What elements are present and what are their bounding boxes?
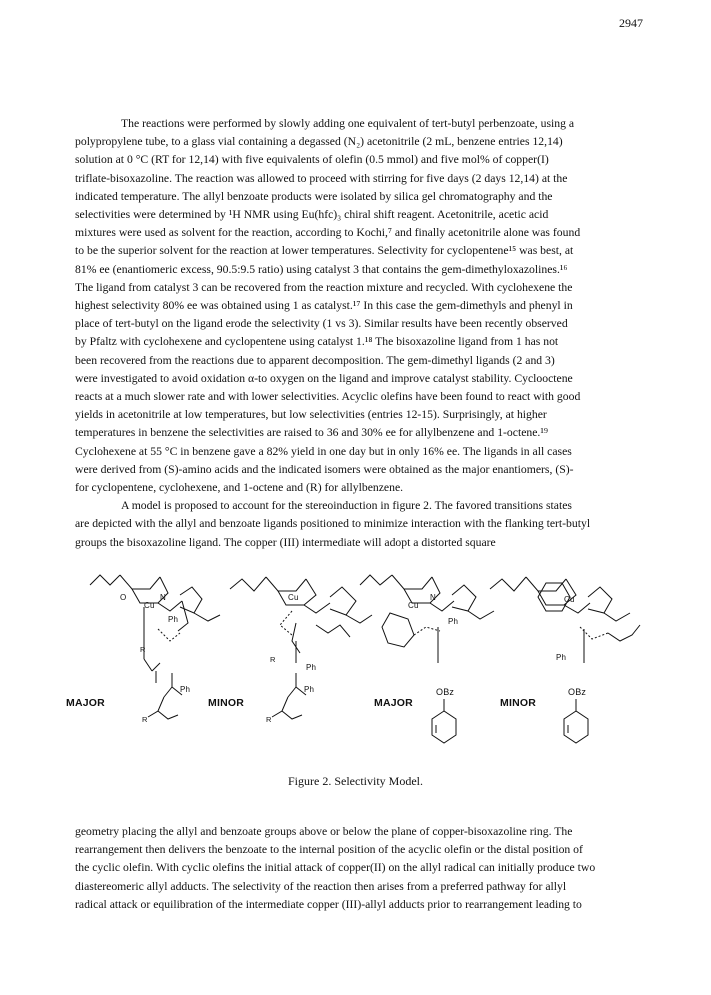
- figure-2-selectivity-model: [60, 567, 660, 757]
- text-line: solution at 0 °C (RT for 12,14) with five equivalents of olefin (0.5 mmol) and five mol% of copper(I): [75, 153, 549, 167]
- atom-label-o: O: [120, 593, 127, 602]
- body-paragraph-1: [75, 115, 641, 552]
- major-complex-acyclic: [90, 575, 220, 683]
- minor-complex-cyclic: [490, 577, 640, 663]
- atom-label-ph: Ph: [448, 617, 459, 626]
- atom-label-obz: OBz: [568, 687, 587, 697]
- text-line: by Pfaltz with cyclohexene and cyclopentene using catalyst 1.¹⁸ The bisoxazoline ligand from 1 has not: [75, 335, 559, 349]
- atom-label-n: N: [430, 593, 436, 602]
- atom-label-cu: Cu: [144, 601, 155, 610]
- text-line: are depicted with the allyl and benzoate ligands positioned to minimize interaction with the flanking tert-butyl: [75, 517, 591, 531]
- text-line: The reactions were performed by slowly adding one equivalent of tert-butyl perbenzoate, using a: [121, 117, 575, 130]
- text-line: Cyclohexene at 55 °C in benzene gave a 82% yield in one day but in only 16% ee. The ligands in all cases: [75, 444, 572, 458]
- text-line: indicated temperature. The allyl benzoate products were isolated by silica gel chromatography and the: [75, 189, 553, 203]
- label-minor-cyclic: MINOR: [500, 697, 536, 709]
- major-complex-cyclic: [360, 575, 494, 663]
- atom-label-r: R: [266, 715, 272, 724]
- product-major-acyclic: [148, 673, 182, 719]
- text-line: yields in acetonitrile at low temperatures, but low selectivities (entries 12-15). Surprisingly, at higher: [75, 408, 547, 422]
- text-line: triflate-bisoxazoline. The reaction was allowed to proceed with stirring for five days (2 days 12,14) at the: [75, 171, 568, 185]
- text-line: 81% ee (enantiomeric excess, 90.5:9.5 ratio) using catalyst 3 that contains the gem-dimethyloxazolines.¹⁶: [75, 262, 568, 276]
- text-line: the cyclic olefin. With cyclic olefins the initial attack of copper(II) on the allyl radical can initially produce two: [75, 861, 596, 875]
- label-major-cyclic: MAJOR: [374, 697, 413, 709]
- atom-label-cu: Cu: [288, 593, 299, 602]
- product-minor-cyclic: [564, 699, 588, 743]
- text-line: been recovered from the reactions due to apparent decomposition. The gem-dimethyl ligands (2 and 3): [75, 353, 555, 367]
- atom-label-n: N: [160, 593, 166, 602]
- label-major-acyclic: MAJOR: [66, 697, 105, 709]
- text-line: were investigated to avoid oxidation α-to oxygen on the ligand and improve catalyst stability. Cyclooctene: [75, 371, 573, 385]
- figure-caption: Figure 2. Selectivity Model.: [288, 774, 423, 788]
- text-line: highest selectivity 80% ee was obtained using 1 as catalyst.¹⁷ In this case the gem-dimethyls and phenyl in: [75, 299, 573, 313]
- atom-label-cu: Cu: [408, 601, 419, 610]
- text-line: for cyclopentene, cyclohexene, and 1-octene and (R) for allylbenzene.: [75, 481, 404, 495]
- product-major-cyclic: [432, 699, 456, 743]
- atom-label-cu: Cu: [564, 595, 575, 604]
- atom-label-r: R: [142, 715, 148, 724]
- text-line: temperatures in benzene the selectivities are raised to 36 and 30% ee for allylbenzene and 1-octene.¹⁹: [75, 426, 548, 440]
- text-line: A model is proposed to account for the stereoinduction in figure 2. The favored transitions states: [121, 499, 572, 513]
- text-line: geometry placing the allyl and benzoate groups above or below the plane of copper-bisoxazoline ring. The: [75, 825, 573, 838]
- body-paragraph-2: [75, 823, 641, 914]
- text-line: The ligand from catalyst 3 can be recovered from the reaction mixture and recycled. With cyclohexene the: [75, 280, 573, 294]
- text-line: place of tert-butyl on the ligand erode the selectivity (1 vs 3). Similar results have been recently observed: [75, 317, 568, 331]
- text-line: radical attack or equilibration of the intermediate copper (III)-allyl adducts prior to rearrangement leading to: [75, 897, 582, 911]
- page-number: 2947: [619, 16, 643, 30]
- text-line: rearrangement then delivers the benzoate to the internal position of the acyclic olefin or the distal position of: [75, 843, 583, 857]
- minor-complex-acyclic: [230, 577, 372, 663]
- text-line: reacts at a much slower rate and with lower selectivities. Acyclic olefins have been found to react with good: [75, 390, 581, 404]
- text-line: were derived from (S)-amino acids and the indicated isomers were obtained as the major enantiomers, (S)-: [75, 462, 574, 476]
- atom-label-r: R: [140, 645, 146, 654]
- text-line: groups the bisoxazoline ligand. The copper (III) intermediate will adopt a distorted square: [75, 535, 496, 549]
- atom-label-ph: Ph: [306, 663, 317, 672]
- atom-label-ph: Ph: [180, 685, 191, 694]
- atom-label-ph: Ph: [168, 615, 179, 624]
- label-minor-acyclic: MINOR: [208, 697, 244, 709]
- product-minor-acyclic: [272, 673, 306, 719]
- atom-label-ph: Ph: [304, 685, 315, 694]
- text-line: diastereomeric allyl adducts. The selectivity of the reaction then arises from a preferred pathway for allyl: [75, 879, 567, 893]
- atom-label-r: R: [270, 655, 276, 664]
- text-line: polypropylene tube, to a glass vial containing a degassed (N₂) acetonitrile (2 mL, benzene entries 12,14): [75, 135, 563, 149]
- text-line: to be the superior solvent for the reaction at lower temperatures. Selectivity for cyclopentene¹⁵ was best, at: [75, 244, 574, 258]
- atom-label-ph: Ph: [556, 653, 567, 662]
- text-line: selectivities were determined by ¹H NMR using Eu(hfc)₃ chiral shift reagent. Acetonitrile, acetic acid: [75, 208, 549, 222]
- text-line: mixtures were used as solvent for the reaction, according to Kochi,⁷ and finally acetonitrile alone was found: [75, 226, 581, 240]
- atom-label-obz: OBz: [436, 687, 455, 697]
